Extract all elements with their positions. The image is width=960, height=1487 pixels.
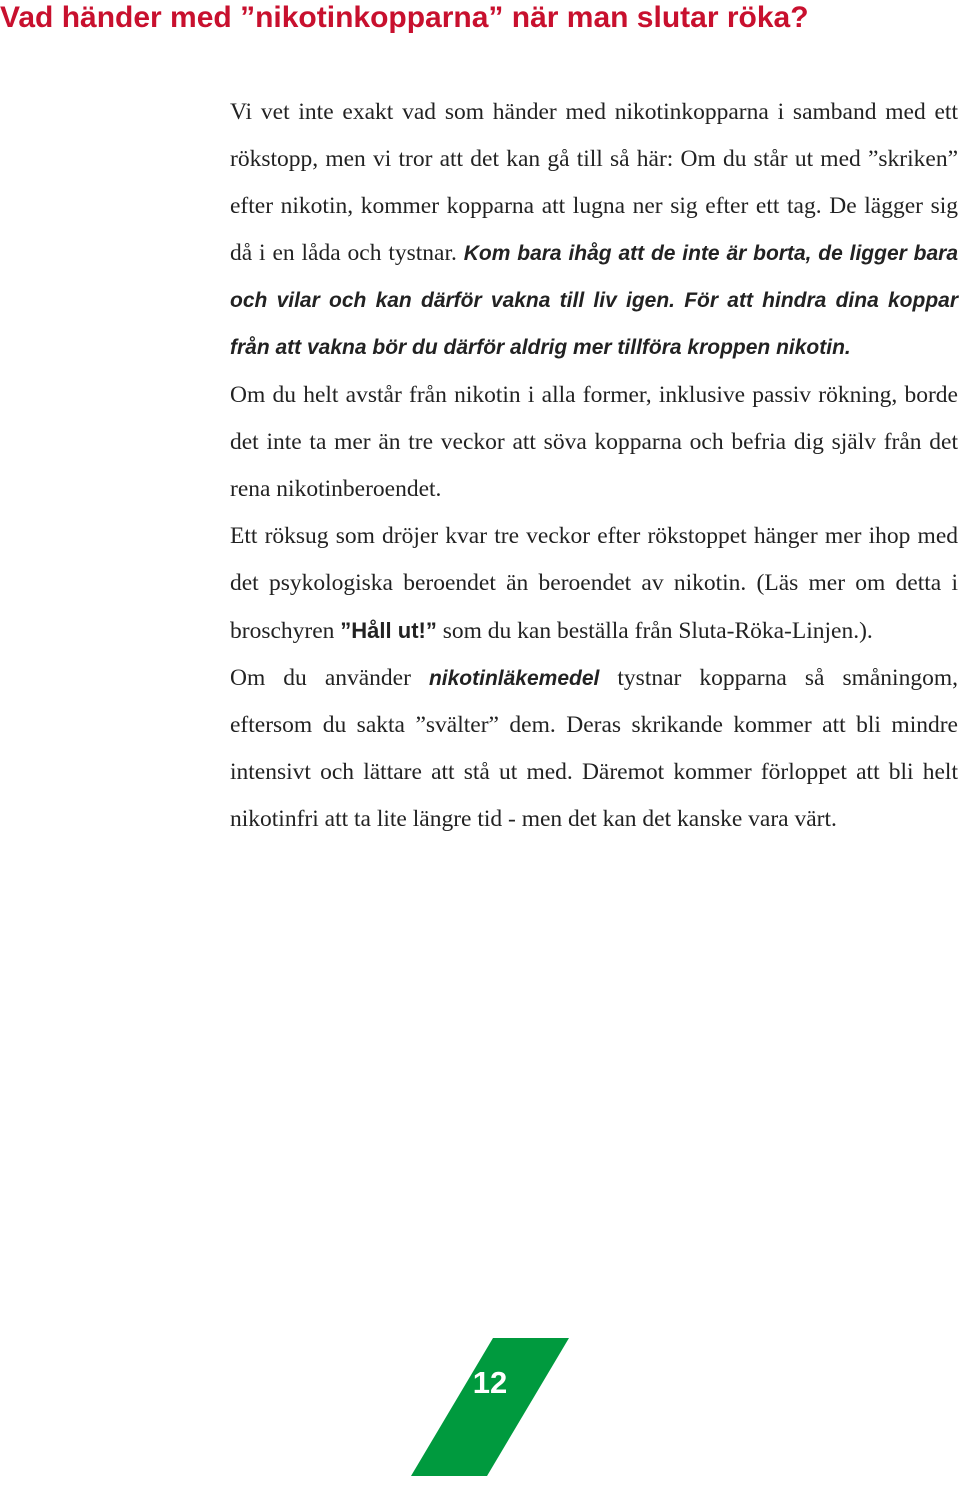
paragraph-3-text-before: Ett röksug som dröjer kvar tre veckor efter rökstoppet hänger mer ihop med det psykologiska beroendet än beroendet av nikotin. (Läs mer om detta i broschyren <box>230 522 958 645</box>
paragraph-1 <box>230 89 958 372</box>
paragraph-1-text: Vi vet inte exakt vad som händer med nikotinkopparna i samband med ett rökstopp, men vi tror att det kan gå till så här: Om du står ut med ”skriken” efter nikotin, kommer kopparna att lugna ner sig efter ett tag. De lägger sig då i en låda och tystnar. <box>230 99 958 267</box>
article-body <box>230 89 958 844</box>
paragraph-2 <box>230 372 958 513</box>
paragraph-2-text: Om du helt avstår från nikotin i alla former, inklusive passiv rökning, borde det inte ta mer än tre veckor att söva kopparna och befria dig själv från det rena nikotinberoendet. <box>230 381 958 502</box>
paragraph-1-emphasis: Kom bara ihåg att de inte är borta, de ligger bara och vilar och kan därför vakna till liv igen. För att hindra dina koppar från att vakna bör du därför aldrig mer tillföra kroppen nikotin. <box>230 242 959 360</box>
paragraph-3-text-after: som du kan beställa från Sluta-Röka-Linjen.). <box>442 618 873 645</box>
page-number-badge <box>411 1338 569 1476</box>
page-title: Vad händer med ”nikotinkopparna” när man slutar röka? <box>0 1 809 34</box>
page-badge-shape <box>411 1338 569 1476</box>
paragraph-4 <box>230 655 958 843</box>
paragraph-4-text-after: tystnar kopparna så småningom, eftersom du sakta ”svälter” dem. Deras skrikande kommer att bli mindre intensivt och lättare att stå ut med. Däremot kommer förloppet att bli helt nikotinfri att ta lite längre tid - men det kan det kanske vara värt. <box>230 665 958 833</box>
brochure-title: ”Håll ut!” <box>340 618 437 644</box>
paragraph-4-text-before: Om du använder <box>230 665 411 692</box>
paragraph-3 <box>230 513 958 655</box>
paragraph-4-emphasis: nikotinläkemedel <box>428 667 600 691</box>
page-number: 12 <box>472 1365 508 1400</box>
